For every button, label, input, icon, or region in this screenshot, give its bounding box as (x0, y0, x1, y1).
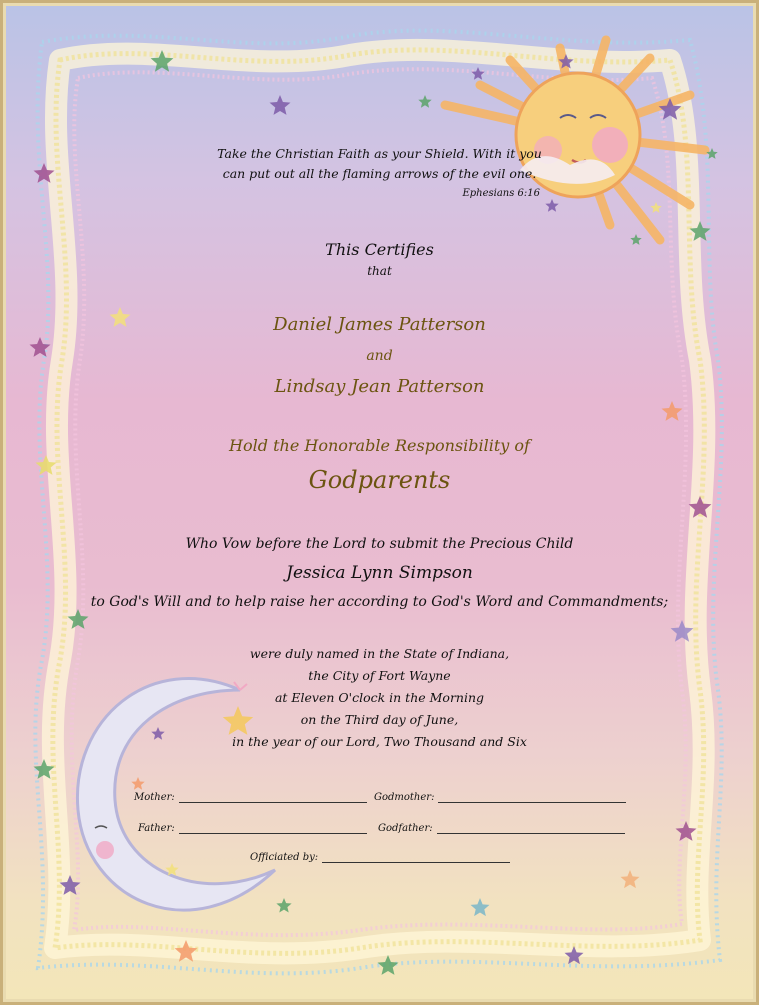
godparent-name-2: Lindsay Jean Patterson (274, 376, 485, 397)
officiated-label: Officiated by: (250, 852, 319, 863)
detail-line-2: the City of Fort Wayne (308, 668, 451, 683)
father-label: Father: (138, 823, 175, 834)
certifies-heading: This Certifies (325, 240, 434, 259)
officiated-signature-line (322, 852, 510, 863)
certificate-title: Godparents (308, 466, 451, 494)
star-icon (471, 898, 490, 916)
godmother-label: Godmother: (374, 792, 435, 803)
father-signature (138, 823, 367, 834)
godfather-signature-line (437, 823, 625, 834)
mother-signature-line (179, 792, 367, 803)
godfather-label: Godfather: (378, 823, 433, 834)
verse-reference: Ephesians 6:16 (462, 188, 540, 199)
godmother-signature (374, 792, 626, 803)
star-icon (276, 898, 291, 913)
godparents-and: and (366, 348, 393, 364)
star-icon (650, 202, 661, 213)
star-icon (621, 870, 640, 888)
father-signature-line (179, 823, 367, 834)
star-icon (131, 777, 144, 790)
detail-line-1: were duly named in the State of Indiana, (249, 646, 510, 661)
mother-label: Mother: (134, 792, 175, 803)
verse-line-1: Take the Christian Faith as your Shield. With it you (217, 146, 542, 161)
officiated-signature (250, 852, 510, 863)
child-name: Jessica Lynn Simpson (286, 563, 473, 583)
godmother-signature-line (438, 792, 626, 803)
star-icon (545, 199, 558, 212)
certifies-that: that (367, 264, 392, 278)
godfather-signature (378, 823, 625, 834)
godparent-name-1: Daniel James Patterson (273, 314, 486, 335)
star-icon (418, 95, 431, 108)
detail-line-4: on the Third day of June, (300, 712, 459, 727)
responsibility-line: Hold the Honorable Responsibility of (229, 436, 530, 455)
star-icon (662, 401, 683, 421)
star-icon (378, 955, 399, 975)
detail-line-5: in the year of our Lord, Two Thousand and Six (232, 734, 527, 749)
detail-line-3: at Eleven O'clock in the Morning (274, 690, 485, 705)
star-icon (471, 67, 484, 80)
mother-signature (134, 792, 367, 803)
verse-line-2: can put out all the flaming arrows of the evil one. (222, 166, 537, 181)
vow-line-2: to God's Will and to help raise her according to God's Word and Commandments; (90, 594, 669, 610)
star-icon (270, 95, 291, 115)
vow-line-1: Who Vow before the Lord to submit the Precious Child (185, 536, 574, 552)
